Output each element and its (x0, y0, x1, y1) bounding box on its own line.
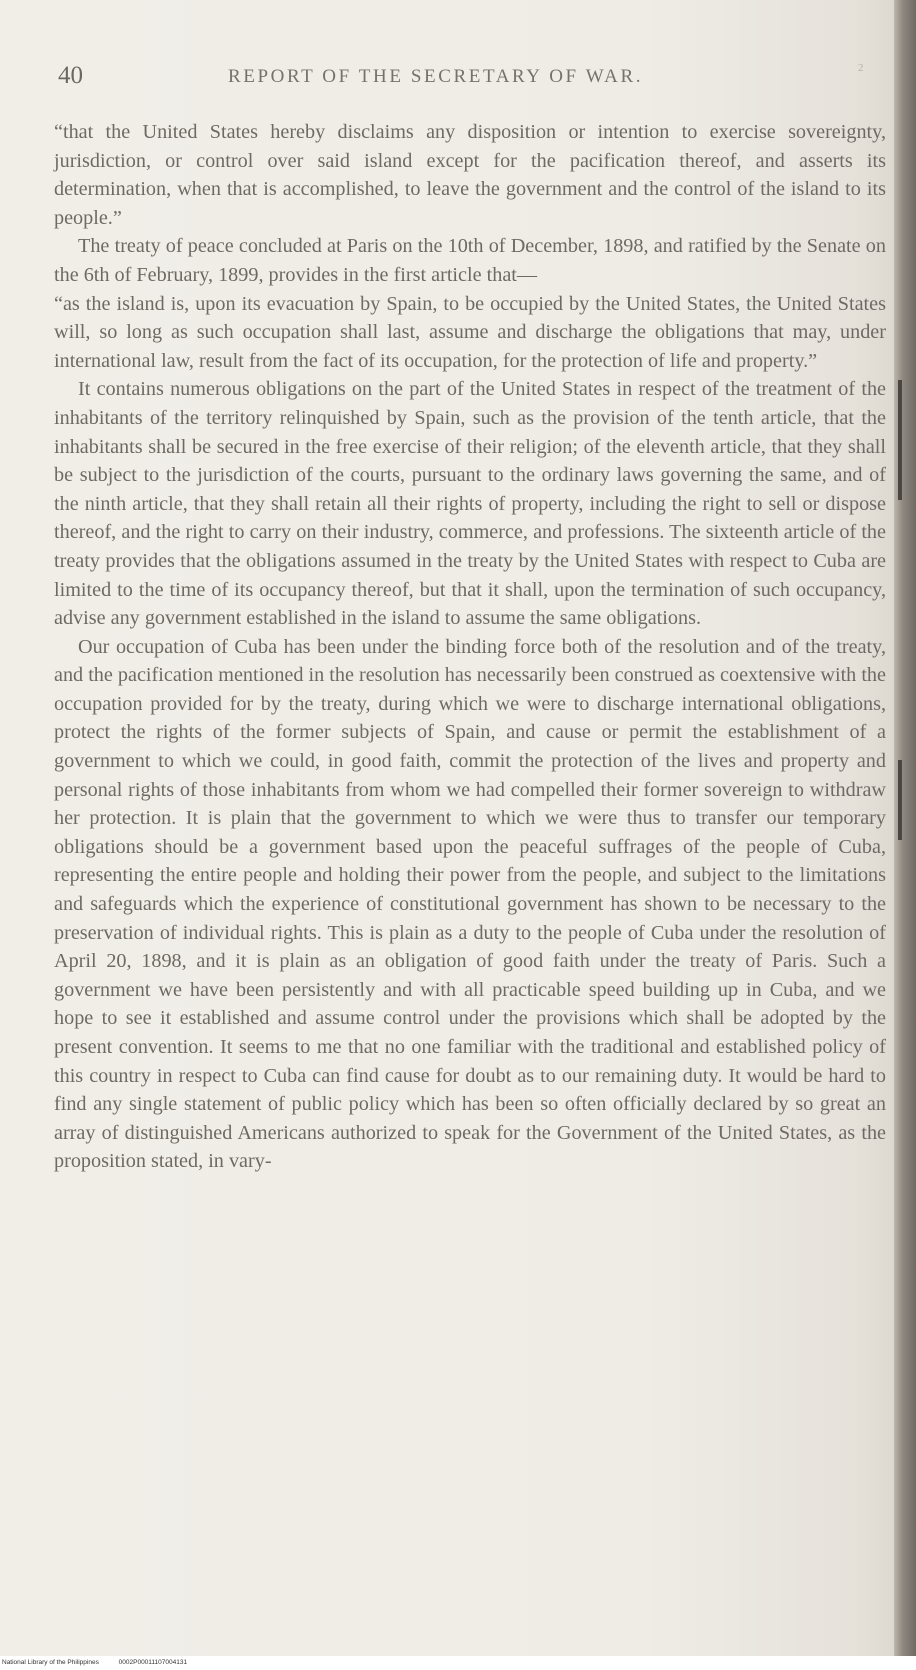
page-header (58, 62, 864, 98)
paragraph: The treaty of peace concluded at Paris on the 10th of December, 1898, and ratified by the Senate on the 6th of February, 1899, provides in the first article that— (54, 235, 886, 286)
binding-shadow (898, 380, 902, 500)
paragraph: It contains numerous obligations on the part of the United States in respect of the treatment of the inhabitants of the territory relinquished by Spain, such as the provision of the tenth article, that the inhabitants shall be secured in the free exercise of their religion; of the eleventh article, that they shall be subject to the jurisdiction of the courts, pursuant to the ordinary laws governing the same, and of the ninth article, that they shall retain all their rights of property, including the right to sell or dispose thereof, and the right to carry on their industry, commerce, and professions. The sixteenth article of the treaty provides that the obligations assumed in the treaty by the United States with respect to Cuba are limited to the time of its occupancy thereof, but that it shall, upon the termination of such occupancy, advise any government established in the island to assume the same obligations. (54, 378, 886, 630)
quoted-paragraph: “that the United States hereby disclaims any disposition or intention to exercise sovereignty, jurisdiction, or control over said island except for the pacification thereof, and asserts its determination, when that is accomplished, to leave the government and the control of the island to its people.” (54, 121, 886, 229)
running-head: REPORT OF THE SECRETARY OF WAR. (228, 66, 644, 87)
scan-footer (0, 1656, 916, 1670)
paragraph: Our occupation of Cuba has been under the binding force both of the resolution and of the treaty, and the pacification mentioned in the resolution has necessarily been construed as coextensive with the occupation provided for by the treaty, during which we were to discharge international obligations, protect the rights of the former subjects of Spain, and cause or permit the establishment of a government to which we could, in good faith, commit the protection of the lives and property and personal rights of those inhabitants from whom we had compelled their former sovereign to withdraw her protection. It is plain that the government to which we were thus to transfer our temporary obligations should be a government based upon the peaceful suffrages of the people of Cuba, representing the entire people and holding their power from the people, and subject to the limitations and safeguards which the experience of constitutional government has shown to be necessary to the preservation of individual rights. This is plain as a duty to the people of Cuba under the resolution of April 20, 1898, and it is plain as an obligation of good faith under the treaty of Paris. Such a government we have been persistently and with all practicable speed building up in Cuba, and we hope to see it established and assume control under the provisions which shall be adopted by the present convention. It seems to me that no one familiar with the traditional and established policy of this country in respect to Cuba can find cause for doubt as to our remaining duty. It would be hard to find any single statement of public policy which has been so often officially declared by so great an array of distinguished Americans authorized to speak for the Government of the United States, as the proposition stated, in vary- (54, 635, 886, 1173)
scan-code: 0002P00011107004131 (118, 1659, 188, 1666)
binding-shadow (898, 760, 902, 840)
page-binding-edge (894, 0, 916, 1670)
body-text (54, 118, 886, 1176)
corner-mark: 2 (858, 62, 864, 74)
quoted-paragraph: “as the island is, upon its evacuation by Spain, to be occupied by the United States, the United States will, so long as such occupation shall last, assume and discharge the obligations that may, under international law, result from the fact of its occupation, for the protection of life and property.” (54, 292, 886, 372)
page-number: 40 (58, 62, 83, 89)
library-credit: National Library of the Philippines (2, 1659, 99, 1666)
